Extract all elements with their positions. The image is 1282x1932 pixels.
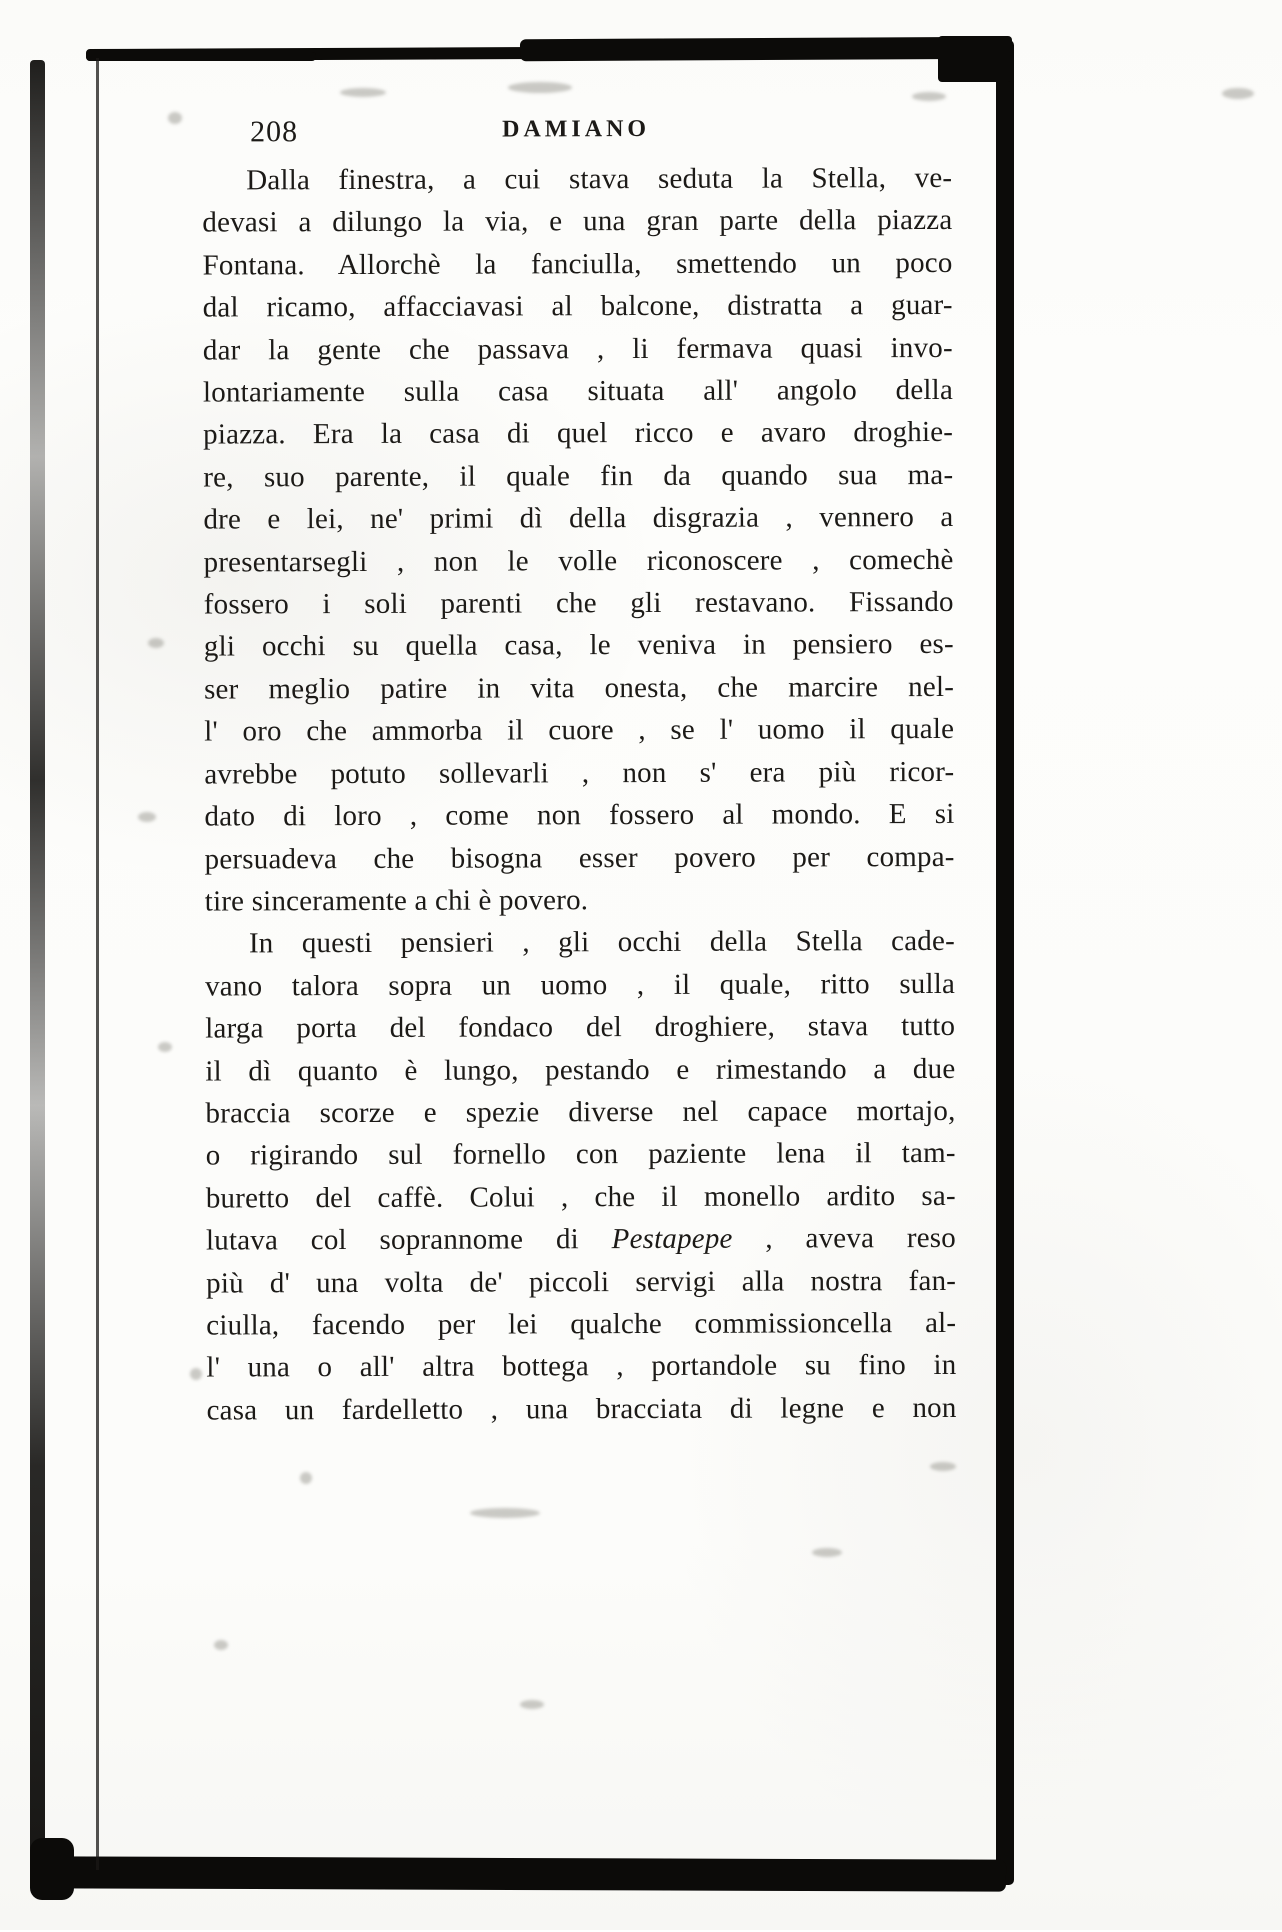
text-line: lontariamente sulla casa situata all' angolo della [202, 373, 954, 409]
text-line: re, suo parente, il quale fin da quando sua ma- [203, 458, 954, 494]
text-line: persuadeva che bisogna esser povero per compa- [204, 840, 955, 876]
text-line: ser meglio patire in vita onesta, che marcire nel- [203, 670, 955, 706]
scan-speck [520, 1700, 544, 1709]
scan-speck [190, 1368, 202, 1380]
text-line: o rigirando sul fornello con paziente lena il tam- [205, 1137, 956, 1172]
scan-speck [158, 1042, 172, 1052]
scan-speck [930, 1462, 956, 1471]
scan-artifact-right-band [996, 40, 1014, 1885]
scan-speck [508, 82, 572, 93]
text-line: Fontana. Allorchè la fanciulla, smettendo un poco [202, 246, 953, 282]
text-line: dato di loro , come non fossero al mondo. E si [204, 797, 955, 833]
text-line: dal ricamo, affacciavasi al balcone, distratta a guar- [202, 289, 953, 324]
text-line: casa un fardelletto , una bracciata di legne e non [206, 1391, 957, 1427]
text-line: avrebbe potuto sollevarli , non s' era più ricor- [204, 755, 955, 791]
text-line: devasi a dilungo la via, e una gran parte della piazza [202, 204, 953, 239]
text-line: braccia scorze e spezie diverse nel capace mortajo, [205, 1094, 956, 1130]
scan-speck [168, 112, 182, 124]
scan-speck [300, 1472, 312, 1484]
text-line: fossero i soli parenti che gli restavano. Fissando [203, 585, 954, 621]
text-line: il dì quanto è lungo, pestando e rimestando a due [205, 1052, 956, 1088]
running-title: DAMIANO [502, 115, 651, 143]
text-line: dre e lei, ne' primi dì della disgrazia , vennero a [203, 501, 954, 536]
scan-speck [812, 1548, 842, 1557]
text-line: buretto del caffè. Colui , che il monello ardito sa- [205, 1179, 956, 1215]
scan-speck [340, 88, 386, 97]
text-line: più d' una volta de' piccoli servigi alla nostra fan- [206, 1264, 957, 1300]
text-line: piazza. Era la casa di quel ricco e avaro droghie- [203, 416, 954, 451]
text-line: ciulla, facendo per lei qualche commissioncella al- [206, 1306, 957, 1342]
body-text [202, 157, 956, 1432]
text-line: In questi pensieri , gli occhi della Stella cade- [248, 925, 955, 960]
text-line: dar la gente che passava , li fermava quasi invo- [202, 331, 953, 367]
scan-artifact-top-bar-left [86, 52, 316, 61]
text-line: tire sinceramente a chi è povero. [204, 884, 589, 918]
page-header-row [202, 111, 950, 154]
text-line: l' oro che ammorba il cuore , se l' uomo il quale [204, 713, 955, 748]
text-line: presentarsegli , non le volle riconoscere , comechè [203, 543, 954, 579]
text-line: l' una o all' altra bottega , portandole su fino in [206, 1349, 957, 1384]
scan-artifact-top-right-blob [938, 36, 1012, 82]
scan-speck [912, 92, 946, 101]
scan-artifact-gutter-line [96, 58, 99, 1870]
scan-artifact-left-band [30, 60, 45, 1862]
scan-speck [138, 812, 156, 822]
text-line: Dalla finestra, a cui stava seduta la Stella, ve- [246, 161, 953, 197]
text-line: vano talora sopra un uomo , il quale, ritto sulla [205, 967, 956, 1003]
text-line: gli occhi su quella casa, le veniva in pensiero es- [203, 628, 954, 663]
text-line: lutava col soprannome di Pestapepe , aveva reso [205, 1222, 957, 1257]
scan-speck [148, 638, 164, 648]
scan-speck [214, 1640, 228, 1650]
text-line: larga porta del fondaco del droghiere, stava tutto [205, 1010, 956, 1045]
scan-speck [1222, 88, 1254, 99]
scan-artifact-bottom-bar [44, 1856, 1006, 1891]
scan-speck [470, 1508, 540, 1518]
page-number: 208 [250, 115, 299, 149]
